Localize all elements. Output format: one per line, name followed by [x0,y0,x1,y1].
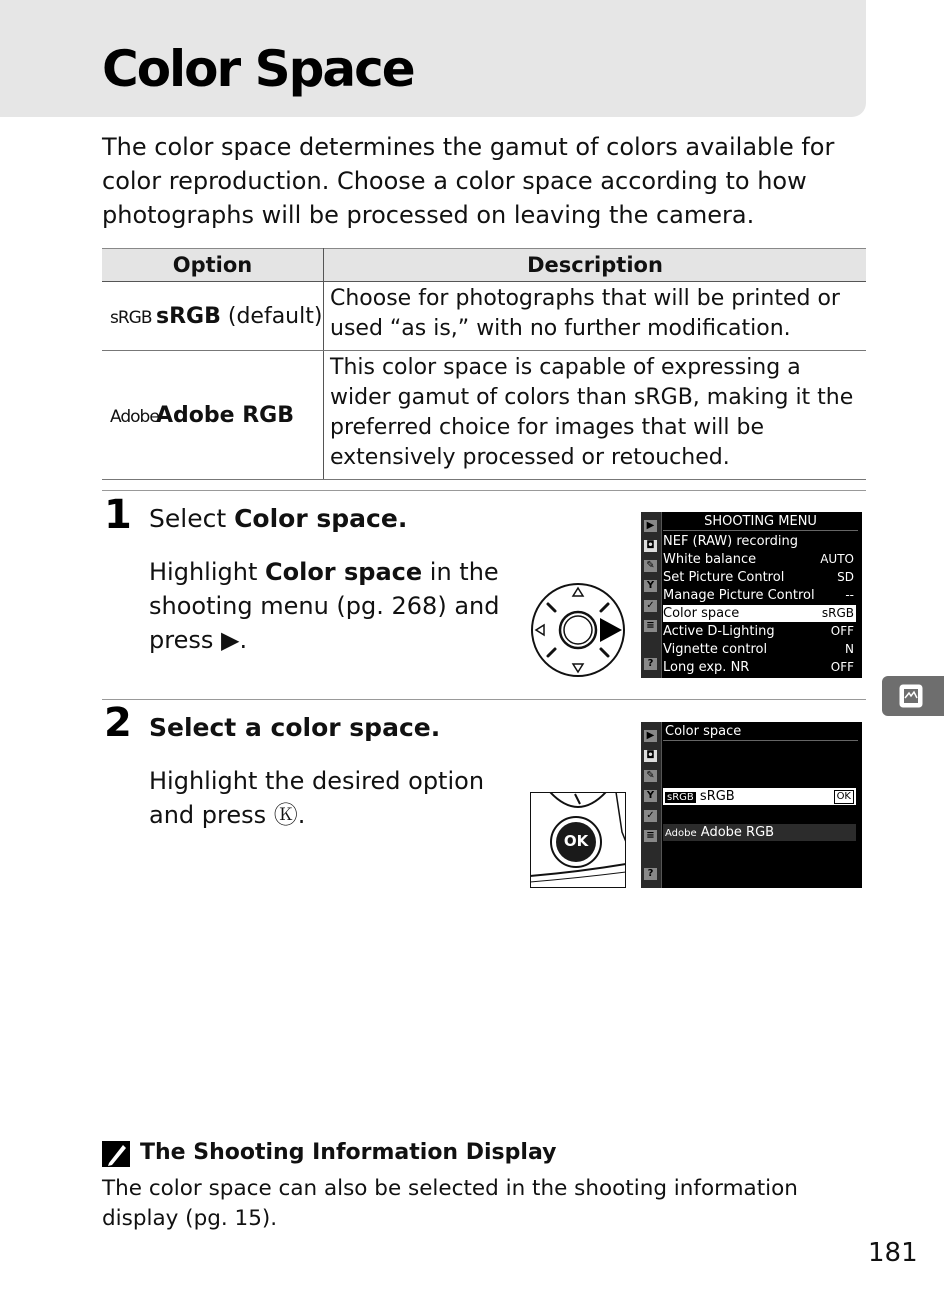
menu-item-label: Set Picture Control [663,570,785,585]
color-space-screen [641,722,862,888]
srgb-icon: sRGB [110,307,152,328]
menu-tab-strip [641,512,662,678]
tip-title: The Shooting Information Display [140,1140,557,1165]
ok-button-icon: Ⓚ [273,801,298,829]
step-number: 1 [104,492,132,538]
camera-tab-icon: ◘ [644,750,657,762]
tip-text: The color space can also be selected in the shooting information display (pg. 15). [102,1176,798,1231]
menu-item-label: White balance [663,552,757,567]
recent-settings-tab-icon: ≡ [644,620,657,632]
playback-tab-icon: ▶ [644,520,657,532]
option-table [102,248,866,480]
table-row [102,282,866,351]
menu-item[interactable] [663,533,856,550]
menu-item-label: Manage Picture Control [663,588,815,603]
menu-item[interactable] [663,605,856,622]
recent-settings-tab-icon: ≡ [644,830,657,842]
description-cell: Choose for photographs that will be printed or used “as is,” with no further modification. [324,282,867,351]
adobe-icon: Adobe [110,406,159,427]
step-title: Select Color space. [149,504,408,533]
step-instruction: Highlight Color space in the shooting menu (pg. 268) and press ▶. [149,558,500,654]
menu-option-adobe-rgb[interactable]: Adobe Adobe RGB [663,824,856,841]
option-cell [102,282,324,351]
pencil-tab-icon: ✎ [644,560,657,572]
menu-item-label: Long exp. NR [663,660,750,675]
note-icon [102,1141,130,1167]
step-divider [102,490,866,491]
step-title: Select a color space. [149,713,441,742]
step-number: 2 [104,700,132,746]
ok-icon: OK [834,790,854,804]
option-name: sRGB [156,303,221,329]
wrench-tab-icon: Y [644,580,657,592]
menu-header: SHOOTING MENU [663,514,858,531]
shooting-menu-tab-icon [882,676,944,716]
shooting-menu-tab-marker [882,676,944,716]
play-right-icon: ▶ [220,626,240,654]
adobe-tag-icon: Adobe [665,828,697,839]
wrench-tab-icon: Y [644,790,657,802]
menu-tab-strip [641,722,662,888]
option-name: Adobe RGB [156,402,294,428]
menu-item-label: Color space [663,606,740,621]
step-instruction: Highlight the desired option and press Ⓚ. [149,767,485,829]
description-header: Description [324,249,867,282]
menu-item[interactable] [663,569,856,586]
multi-selector-icon [530,582,626,678]
pencil-tab-icon: ✎ [644,770,657,782]
option-suffix: (default) [220,303,323,329]
srgb-tag-icon: sRGB [667,792,694,803]
ok-button-label: OK [563,832,589,850]
menu-item[interactable] [663,659,856,676]
menu-item-value: N [845,642,854,656]
table-header-row [102,249,866,282]
option-cell [102,351,324,480]
menu-header: Color space [663,724,858,741]
menu-item[interactable] [663,551,856,568]
help-icon: ? [644,658,657,670]
page-title: Color Space [102,40,414,98]
menu-item-value: -- [845,588,854,602]
menu-option-srgb[interactable]: sRGB sRGB OK [663,788,856,805]
table-row [102,351,866,480]
menu-item-value: OFF [830,660,854,674]
menu-item-label: Vignette control [663,642,768,657]
menu-item-value: sRGB [821,606,854,620]
step-divider [102,699,866,700]
playback-tab-icon: ▶ [644,730,657,742]
camera-tab-icon: ◘ [644,540,657,552]
menu-item-value: SD [837,570,854,584]
menu-item-value: AUTO [820,552,854,566]
shooting-menu-screen [641,512,862,678]
retouch-tab-icon: ✓ [644,600,657,612]
retouch-tab-icon: ✓ [644,810,657,822]
menu-item-label: NEF (RAW) recording [663,534,798,549]
help-icon: ? [644,868,657,880]
menu-item[interactable] [663,623,856,640]
menu-item-value: OFF [830,624,854,638]
page-number: 181 [868,1238,918,1268]
option-header: Option [102,249,324,282]
menu-item[interactable] [663,587,856,604]
menu-item[interactable] [663,641,856,658]
intro-paragraph: The color space determines the gamut of colors available for color reproduction. Choose a color space according to how photographs will be processed on leaving the camera. [102,133,835,229]
menu-item-label: Active D-Lighting [663,624,775,639]
description-cell: This color space is capable of expressing a wider gamut of colors than sRGB, making it the preferred choice for images that will be extensively processed or retouched. [324,351,867,480]
